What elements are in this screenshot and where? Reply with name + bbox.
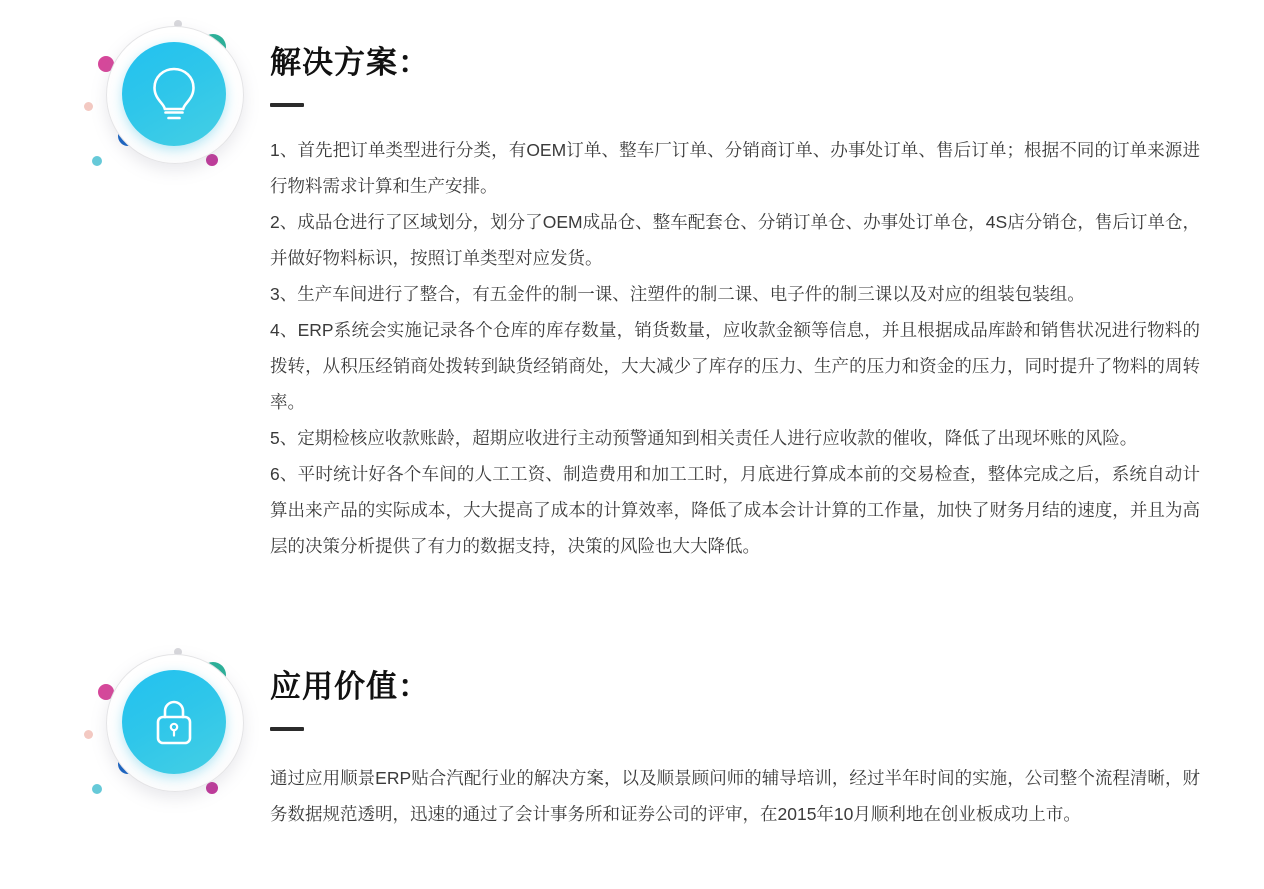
decor-dot-teal: [92, 784, 102, 794]
decor-dot-teal: [92, 156, 102, 166]
paragraph: 2、成品仓进行了区域划分，划分了OEM成品仓、整车配套仓、分销订单仓、办事处订单仓，4S店分销仓，售后订单仓，并做好物料标识，按照订单类型对应发货。: [270, 212, 1200, 268]
paragraph: 3、生产车间进行了整合，有五金件的制一课、注塑件的制二课、电子件的制三课以及对应的组装包装组。: [270, 284, 1085, 304]
heading-rule: [270, 103, 304, 107]
lock-badge: [78, 642, 248, 812]
solution-heading-wrap: [270, 44, 430, 107]
paragraph: 5、定期检核应收款账龄，超期应收进行主动预警通知到相关责任人进行应收款的催收，降低了出现坏账的风险。: [270, 428, 1138, 448]
value-body: [270, 760, 1200, 832]
decor-dot-magenta: [206, 154, 218, 166]
solution-body: [270, 132, 1200, 564]
paragraph: 1、首先把订单类型进行分类，有OEM订单、整车厂订单、分销商订单、办事处订单、售后订单；根据不同的订单来源进行物料需求计算和生产安排。: [270, 140, 1200, 196]
value-heading: 应用价值：: [270, 669, 430, 704]
value-heading-wrap: [270, 668, 430, 731]
lightbulb-badge: [78, 14, 248, 184]
paragraph: 6、平时统计好各个车间的人工工资、制造费用和加工工时，月底进行算成本前的交易检查，整体完成之后，系统自动计算出来产品的实际成本，大大提高了成本的计算效率，降低了成本会计计算的工作量，加快了财务月结的速度，并且为高层的决策分析提供了有力的数据支持，决策的风险也大大降低。: [270, 464, 1200, 556]
decor-dot-lightpink: [84, 730, 93, 739]
heading-rule: [270, 727, 304, 731]
decor-dot-magenta: [206, 782, 218, 794]
solution-heading: 解决方案：: [270, 45, 430, 80]
paragraph: 4、ERP系统会实施记录各个仓库的库存数量，销货数量，应收款金额等信息，并且根据成品库龄和销售状况进行物料的拨转，从积压经销商处拨转到缺货经销商处，大大减少了库存的压力、生产的压力和资金的压力，同时提升了物料的周转率。: [270, 320, 1200, 412]
lock-icon: [122, 670, 226, 774]
paragraph: 通过应用顺景ERP贴合汽配行业的解决方案，以及顺景顾问师的辅导培训，经过半年时间的实施，公司整个流程清晰，财务数据规范透明，迅速的通过了会计事务所和证券公司的评审，在2015年10月顺利地在创业板成功上市。: [270, 768, 1200, 824]
lightbulb-icon: [122, 42, 226, 146]
decor-dot-lightpink: [84, 102, 93, 111]
